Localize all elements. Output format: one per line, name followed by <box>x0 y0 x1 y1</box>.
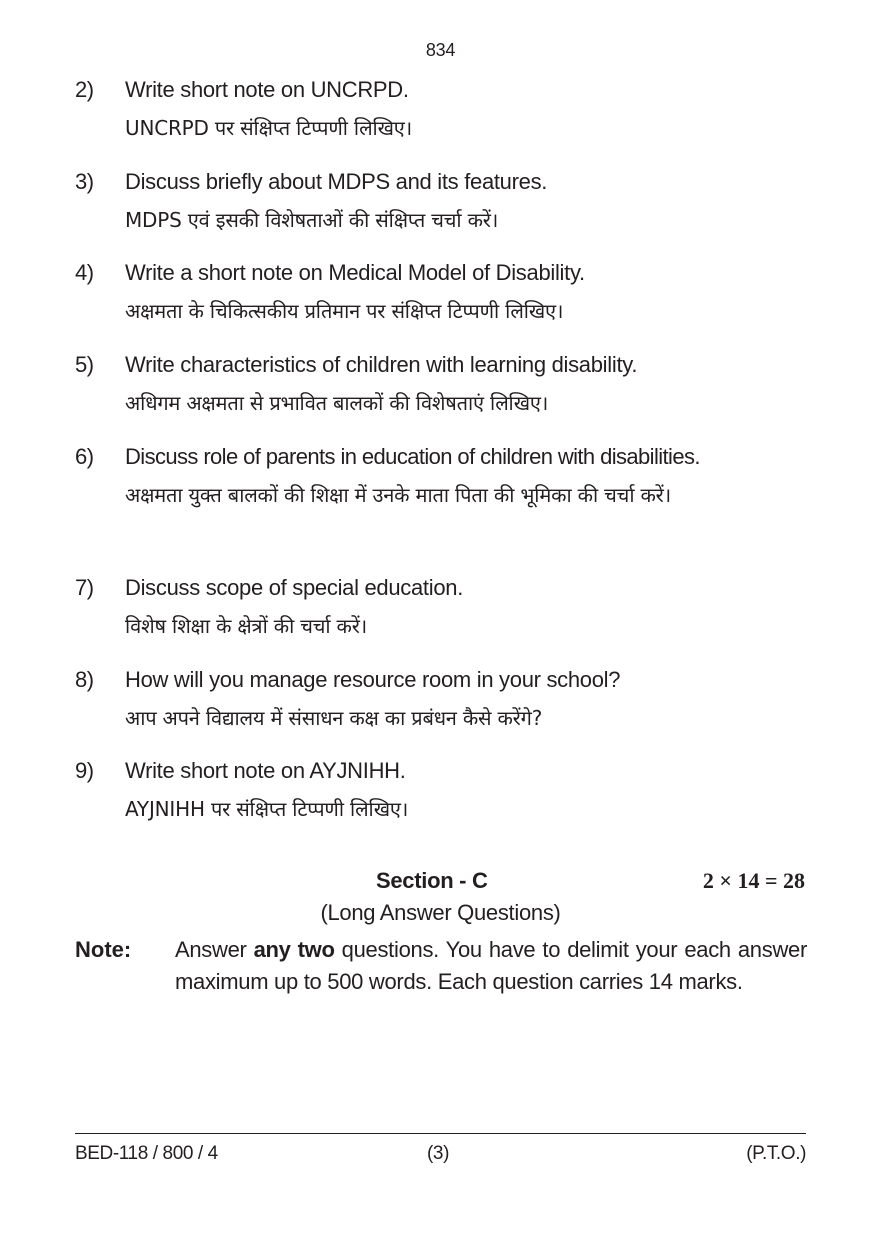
section-title: Section - C <box>376 868 488 893</box>
question-number: 9) <box>75 758 94 783</box>
question-7 <box>75 569 807 645</box>
question-text-english: Discuss role of parents in education of children with disabilities. <box>125 444 700 469</box>
note-block <box>75 934 807 998</box>
section-marks: 2 × 14 = 28 <box>702 868 805 893</box>
note-text <box>175 934 807 998</box>
question-number: 8) <box>75 667 94 692</box>
question-4 <box>75 254 807 330</box>
question-5 <box>75 346 807 422</box>
paper-code: BED-118 / 800 / 4 <box>75 1143 218 1164</box>
footer-divider <box>75 1133 806 1134</box>
question-text-hindi: UNCRPD पर संक्षिप्त टिप्पणी लिखिए। <box>125 116 413 140</box>
please-turn-over: (P.T.O.) <box>746 1143 806 1164</box>
note-text-before: Answer <box>175 937 254 962</box>
question-number: 5) <box>75 352 94 377</box>
question-text-hindi: अक्षमता युक्त बालकों की शिक्षा में उनके माता पिता की भूमिका की चर्चा करें। <box>125 483 672 507</box>
question-text-hindi: अक्षमता के चिकित्सकीय प्रतिमान पर संक्षिप्त टिप्पणी लिखिए। <box>125 299 564 323</box>
question-text-hindi: MDPS एवं इसकी विशेषताओं की संक्षिप्त चर्चा करें। <box>125 208 499 232</box>
note-text-after: questions. You have to delimit your each answer maximum up to 500 words. Each question carries 14 marks. <box>175 937 807 994</box>
question-text-english: Write a short note on Medical Model of Disability. <box>125 260 585 285</box>
question-text-english: Write characteristics of children with learning disability. <box>125 352 638 377</box>
question-8 <box>75 661 807 737</box>
question-number: 2) <box>75 77 94 102</box>
question-number: 6) <box>75 444 94 469</box>
question-text-hindi: विशेष शिक्षा के क्षेत्रों की चर्चा करें। <box>125 614 368 638</box>
note-label: Note: <box>75 937 132 962</box>
page-number: 834 <box>425 40 456 60</box>
question-text-english: Write short note on AYJNIHH. <box>125 758 406 783</box>
question-number: 4) <box>75 260 94 285</box>
footer-page-number: (3) <box>427 1143 450 1164</box>
question-text-hindi: आप अपने विद्यालय में संसाधन कक्ष का प्रबंधन कैसे करेंगे? <box>125 706 543 730</box>
question-text-hindi: अधिगम अक्षमता से प्रभावित बालकों की विशेषताएं लिखिए। <box>125 391 549 415</box>
question-text-english: Write short note on UNCRPD. <box>125 77 409 102</box>
question-number: 3) <box>75 169 94 194</box>
question-text-english: How will you manage resource room in your school? <box>125 667 621 692</box>
question-text-hindi: AYJNIHH पर संक्षिप्त टिप्पणी लिखिए। <box>125 797 409 821</box>
question-text-english: Discuss scope of special education. <box>125 575 464 600</box>
question-2 <box>75 71 807 147</box>
question-3 <box>75 163 807 239</box>
question-number: 7) <box>75 575 94 600</box>
question-text-english: Discuss briefly about MDPS and its features. <box>125 169 548 194</box>
section-subtitle: (Long Answer Questions) <box>320 900 561 925</box>
note-text-emphasis: any two <box>253 937 335 962</box>
question-9 <box>75 752 807 828</box>
question-6 <box>75 438 807 514</box>
section-header <box>75 868 807 898</box>
